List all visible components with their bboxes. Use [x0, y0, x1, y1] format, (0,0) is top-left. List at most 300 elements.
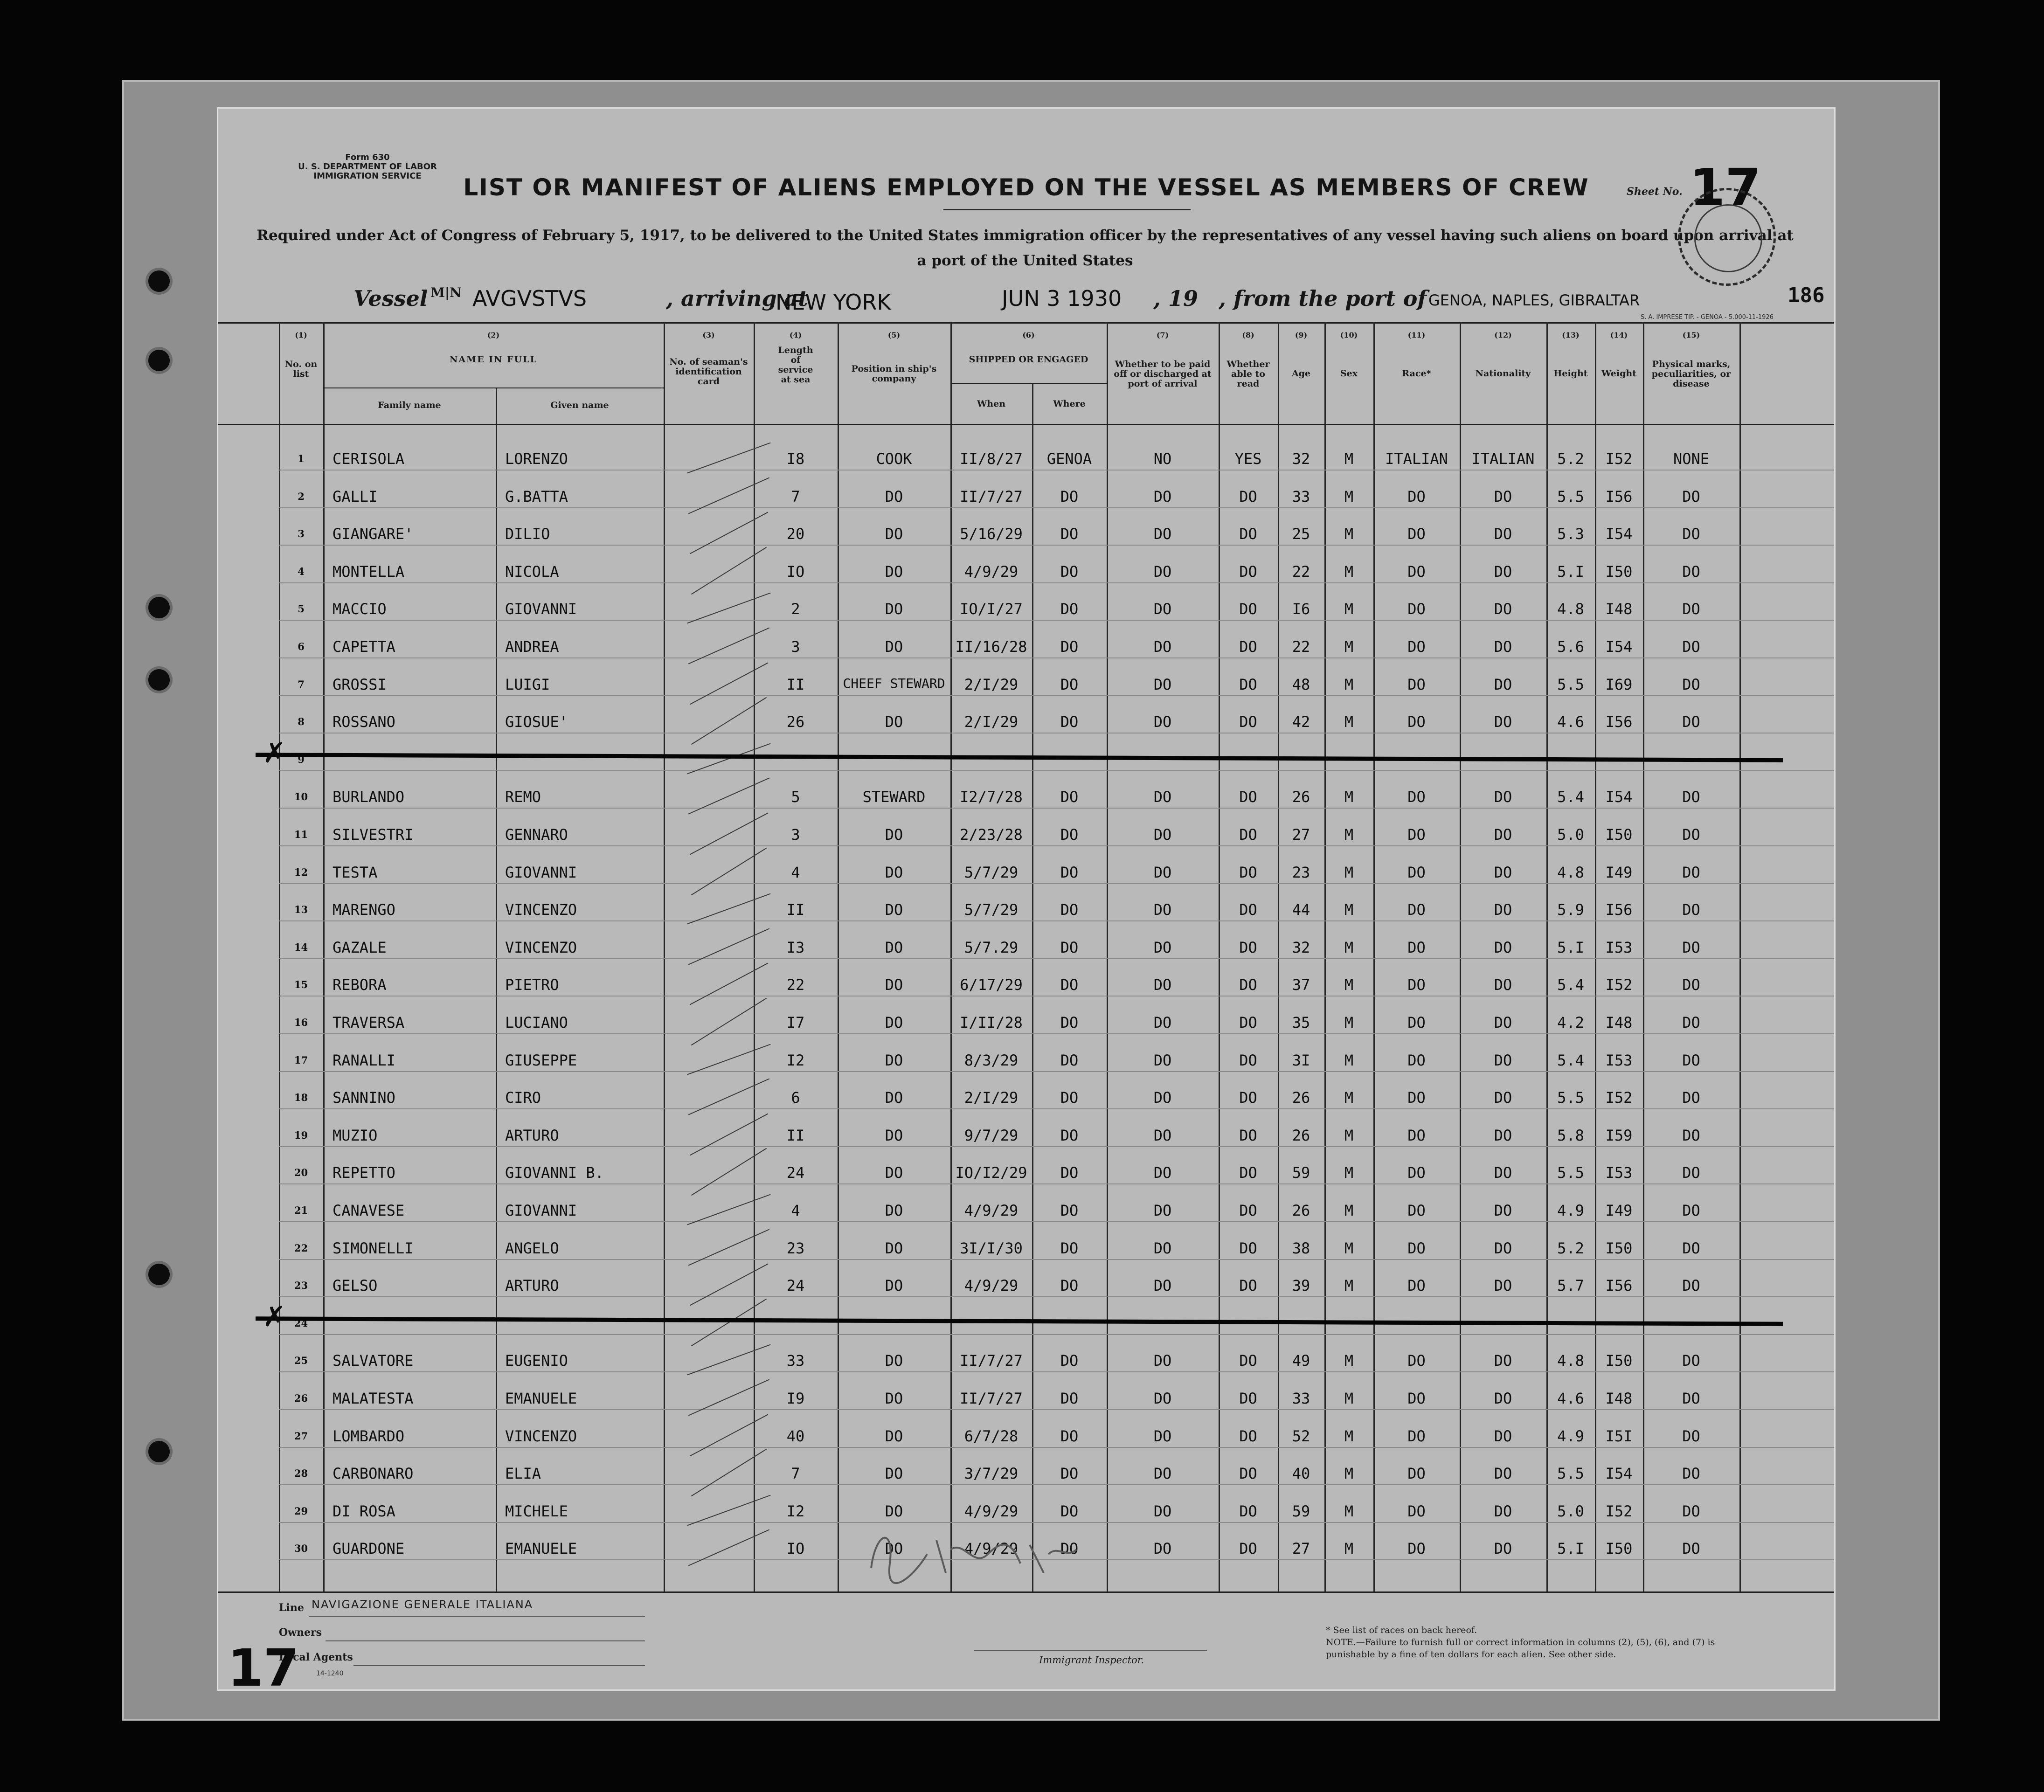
col-header-able-read: Whether able to read — [1226, 359, 1270, 389]
cell-marks: DO — [1682, 788, 1700, 806]
page-subtitle: Required under Act of Congress of February 5, 1917, to be delivered to the United States immigration officer by the representatives of any vessel having such aliens on board upon arrival at a port of the United States — [256, 227, 1794, 269]
cell-height: 5.4 — [1557, 976, 1584, 994]
cell-read: DO — [1239, 826, 1257, 844]
cell-when: 2/I/29 — [964, 713, 1019, 731]
cell-age: 32 — [1292, 938, 1310, 956]
cell-weight: I50 — [1605, 1540, 1633, 1558]
cell-no: 25 — [294, 1355, 308, 1367]
cell-no: 3 — [298, 528, 305, 540]
col-header-no: No. on list — [284, 359, 318, 379]
sheet-number-label: Sheet No. — [1627, 186, 1683, 198]
cell-length: 24 — [786, 1164, 805, 1182]
cell-marks: DO — [1682, 1277, 1700, 1295]
cell-given: PIETRO — [505, 976, 559, 994]
cell-when: 4/9/29 — [964, 1540, 1019, 1558]
footnote-penalty: NOTE.—Failure to furnish full or correct information in columns (2), (5), (6), and (7) is punishable by a fine of ten dollars for each alien. See other side. — [1326, 1637, 1715, 1660]
cell-read: DO — [1239, 1239, 1257, 1257]
table-row — [218, 1040, 1834, 1077]
cell-age: 3I — [1292, 1051, 1310, 1069]
from-port-label: , from the port of — [1219, 286, 1427, 311]
cell-sex: M — [1344, 487, 1354, 505]
cell-given: GIOVANNI — [505, 600, 577, 618]
cell-sex: M — [1344, 1390, 1354, 1407]
cell-given: ARTURO — [505, 1126, 559, 1144]
cell-read: DO — [1239, 525, 1257, 543]
cell-length: 26 — [786, 713, 805, 731]
cell-paid: DO — [1153, 525, 1172, 543]
cell-age: 33 — [1292, 487, 1310, 505]
cell-family: MARENGO — [333, 901, 395, 919]
cell-position: DO — [885, 1540, 903, 1558]
cell-family: SALVATORE — [333, 1352, 414, 1370]
handwritten-sheet-number: 17 — [228, 1638, 299, 1698]
col-header-weight: Weight — [1601, 368, 1636, 379]
form-code: 14-1240 — [316, 1670, 344, 1677]
cell-no: 18 — [294, 1092, 308, 1104]
cell-read: DO — [1239, 863, 1257, 881]
binder-hole-icon — [148, 270, 170, 292]
col-num-14: (14) — [1610, 331, 1628, 339]
cell-weight: I53 — [1605, 1051, 1633, 1069]
cell-position: DO — [885, 826, 903, 844]
cell-read: DO — [1239, 1540, 1257, 1558]
cell-given: CIRO — [505, 1089, 541, 1107]
cell-read: DO — [1239, 600, 1257, 618]
cell-where: DO — [1060, 1465, 1079, 1483]
cell-weight: I49 — [1605, 1202, 1633, 1219]
cell-position: DO — [885, 638, 903, 656]
cell-read: DO — [1239, 1390, 1257, 1407]
cell-sex: M — [1344, 863, 1354, 881]
cell-family: GAZALE — [333, 938, 387, 956]
vessel-info-line — [353, 277, 1753, 314]
cell-age: I6 — [1292, 600, 1310, 618]
cell-family: GROSSI — [333, 675, 387, 693]
cell-nationality: DO — [1494, 826, 1512, 844]
vessel-type: M|N — [430, 285, 462, 300]
cell-read: DO — [1239, 562, 1257, 581]
cell-nationality: DO — [1494, 713, 1512, 731]
cell-sex: M — [1344, 1126, 1354, 1144]
cell-weight: I50 — [1605, 1352, 1633, 1370]
cell-height: 5.5 — [1557, 1465, 1584, 1483]
cell-height: 4.2 — [1557, 1014, 1584, 1031]
col-num-2: (2) — [487, 331, 500, 339]
cell-where: DO — [1060, 1014, 1079, 1031]
cell-paid: DO — [1153, 1465, 1172, 1483]
cell-nationality: DO — [1494, 638, 1512, 656]
cell-height: 5.9 — [1557, 901, 1584, 919]
cell-weight: I48 — [1605, 600, 1633, 618]
cell-race: DO — [1407, 638, 1426, 656]
table-row — [218, 1190, 1834, 1227]
cell-paid: DO — [1153, 788, 1172, 806]
page-title: LIST OR MANIFEST OF ALIENS EMPLOYED ON THE VESSEL AS MEMBERS OF CREW — [463, 174, 1589, 201]
cell-length: 23 — [786, 1239, 805, 1257]
table-row — [218, 852, 1834, 889]
col-num-1: (1) — [295, 331, 307, 339]
cell-when: 6/17/29 — [960, 976, 1023, 994]
cell-nationality: DO — [1494, 1014, 1512, 1031]
col-num-11: (11) — [1407, 331, 1426, 339]
cell-sex: M — [1344, 600, 1354, 618]
table-row — [218, 1341, 1834, 1377]
col-num-9: (9) — [1295, 331, 1308, 339]
cell-weight: I52 — [1605, 450, 1633, 468]
col-num-15: (15) — [1682, 331, 1700, 339]
binder-hole-icon — [148, 669, 170, 691]
cell-race: DO — [1407, 1277, 1426, 1295]
cell-when: 5/7/29 — [964, 901, 1019, 919]
col-header-when: When — [977, 399, 1006, 409]
cell-no: 9 — [298, 753, 305, 765]
cell-when: II/7/27 — [960, 1390, 1023, 1407]
cell-age: 26 — [1292, 1089, 1310, 1107]
cell-where: DO — [1060, 1502, 1079, 1520]
cell-given: ANDREA — [505, 638, 559, 656]
cell-height: 4.8 — [1557, 600, 1584, 618]
col-header-where: Where — [1053, 399, 1086, 409]
cell-nationality: DO — [1494, 1202, 1512, 1219]
cell-where: DO — [1060, 600, 1079, 618]
cell-length: 22 — [786, 976, 805, 994]
col-num-3: (3) — [702, 331, 715, 339]
cell-paid: DO — [1153, 1014, 1172, 1031]
cell-when: 9/7/29 — [964, 1126, 1019, 1144]
cell-weight: I5I — [1605, 1427, 1633, 1445]
col-header-shipped: SHIPPED OR ENGAGED — [969, 354, 1088, 365]
table-row — [218, 1003, 1834, 1039]
cell-marks: DO — [1682, 1239, 1700, 1257]
cell-given: EMANUELE — [505, 1540, 577, 1558]
table-row — [218, 1453, 1834, 1490]
cell-sex: M — [1344, 1540, 1354, 1558]
cell-weight: I54 — [1605, 638, 1633, 656]
cell-position: DO — [885, 976, 903, 994]
cell-nationality: DO — [1494, 863, 1512, 881]
cell-when: IO/I/27 — [960, 600, 1023, 618]
cell-family: TESTA — [333, 863, 378, 881]
cell-marks: NONE — [1673, 450, 1710, 468]
cell-race: DO — [1407, 788, 1426, 806]
cell-given: ELIA — [505, 1465, 541, 1483]
cell-position: DO — [885, 1277, 903, 1295]
cell-sex: M — [1344, 1051, 1354, 1069]
cell-weight: I56 — [1605, 901, 1633, 919]
cell-marks: DO — [1682, 1014, 1700, 1031]
cell-where: DO — [1060, 1277, 1079, 1295]
cell-no: 23 — [294, 1280, 308, 1292]
cell-where: DO — [1060, 826, 1079, 844]
cell-where: DO — [1060, 1540, 1079, 1558]
cell-read: DO — [1239, 788, 1257, 806]
cell-nationality: DO — [1494, 600, 1512, 618]
cell-height: 5.I — [1557, 1540, 1584, 1558]
table-row — [218, 1378, 1834, 1415]
inspector-label: Immigrant Inspector. — [1039, 1654, 1144, 1666]
cell-age: 52 — [1292, 1427, 1310, 1445]
cell-position: DO — [885, 1427, 903, 1445]
owners-label: Owners — [279, 1626, 322, 1639]
cell-position: DO — [885, 1051, 903, 1069]
cell-race: DO — [1407, 600, 1426, 618]
cell-length: 4 — [791, 863, 800, 881]
cell-read: DO — [1239, 1277, 1257, 1295]
cell-marks: DO — [1682, 1051, 1700, 1069]
cell-when: 2/23/28 — [960, 826, 1023, 844]
department-name: U. S. DEPARTMENT OF LABOR — [298, 162, 437, 172]
col-header-name: NAME IN FULL — [450, 354, 537, 365]
cell-sex: M — [1344, 1502, 1354, 1520]
cell-age: 59 — [1292, 1164, 1310, 1182]
cell-marks: DO — [1682, 1126, 1700, 1144]
arrival-date: JUN 3 1930 — [1002, 286, 1122, 311]
col-num-13: (13) — [1562, 331, 1580, 339]
cell-race: DO — [1407, 1126, 1426, 1144]
cell-given: LORENZO — [505, 450, 568, 468]
cell-family: GALLI — [333, 487, 378, 505]
cell-nationality: DO — [1494, 1465, 1512, 1483]
cell-sex: M — [1344, 1427, 1354, 1445]
cell-weight: I48 — [1605, 1014, 1633, 1031]
table-row — [218, 589, 1834, 625]
cell-height: 4.8 — [1557, 863, 1584, 881]
cell-age: 42 — [1292, 713, 1310, 731]
departure-ports: GENOA, NAPLES, GIBRALTAR — [1428, 291, 1640, 309]
cell-sex: M — [1344, 1089, 1354, 1107]
cell-given: VINCENZO — [505, 901, 577, 919]
cell-sex: M — [1344, 525, 1354, 543]
table-row — [218, 1115, 1834, 1152]
line-label: Line — [279, 1602, 304, 1614]
cell-given: VINCENZO — [505, 938, 577, 956]
cell-family: DI ROSA — [333, 1502, 395, 1520]
cell-family: GIANGARE' — [333, 525, 414, 543]
vessel-name: AVGVSTVS — [472, 286, 587, 311]
cell-weight: I54 — [1605, 788, 1633, 806]
cell-paid: DO — [1153, 600, 1172, 618]
cell-when: II/16/28 — [955, 638, 1027, 656]
cell-no: 4 — [298, 565, 305, 577]
cell-where: DO — [1060, 562, 1079, 581]
cell-nationality: DO — [1494, 788, 1512, 806]
cell-read: DO — [1239, 713, 1257, 731]
cell-sex: M — [1344, 1465, 1354, 1483]
cell-paid: DO — [1153, 487, 1172, 505]
cell-where: DO — [1060, 976, 1079, 994]
cell-nationality: DO — [1494, 525, 1512, 543]
cell-length: 2 — [791, 600, 800, 618]
cell-marks: DO — [1682, 1164, 1700, 1182]
table-row — [218, 1300, 1834, 1340]
manifest-sheet — [217, 107, 1836, 1698]
cell-marks: DO — [1682, 525, 1700, 543]
cell-given: VINCENZO — [505, 1427, 577, 1445]
cell-nationality: DO — [1494, 1051, 1512, 1069]
footnote-race: * See list of races on back hereof. — [1326, 1625, 1477, 1635]
cell-marks: DO — [1682, 562, 1700, 581]
cell-when: I/II/28 — [960, 1014, 1023, 1031]
cell-height: 5.0 — [1557, 826, 1584, 844]
cell-nationality: DO — [1494, 1540, 1512, 1558]
cell-length: IO — [786, 562, 805, 581]
cell-when: II/7/27 — [960, 487, 1023, 505]
cell-paid: DO — [1153, 863, 1172, 881]
cell-given: G.BATTA — [505, 487, 568, 505]
inspector-signature-icon — [857, 1512, 1081, 1587]
cell-weight: I52 — [1605, 976, 1633, 994]
cell-nationality: DO — [1494, 976, 1512, 994]
cell-race: DO — [1407, 1540, 1426, 1558]
table-row — [218, 439, 1834, 475]
cell-read: YES — [1234, 450, 1262, 468]
cell-height: 5.4 — [1557, 788, 1584, 806]
cell-given: DILIO — [505, 525, 550, 543]
cell-race: DO — [1407, 1352, 1426, 1370]
cell-weight: I50 — [1605, 1239, 1633, 1257]
cell-age: 40 — [1292, 1465, 1310, 1483]
cell-weight: I52 — [1605, 1502, 1633, 1520]
cell-read: DO — [1239, 1427, 1257, 1445]
cell-marks: DO — [1682, 976, 1700, 994]
cell-no: 15 — [294, 979, 308, 991]
cell-paid: DO — [1153, 826, 1172, 844]
cell-race: DO — [1407, 1427, 1426, 1445]
cell-height: 5.5 — [1557, 1164, 1584, 1182]
cell-position: DO — [885, 1164, 903, 1182]
col-num-12: (12) — [1494, 331, 1512, 339]
cell-length: 3 — [791, 826, 800, 844]
cell-weight: I56 — [1605, 487, 1633, 505]
cell-when: 4/9/29 — [964, 562, 1019, 581]
vessel-label: Vessel — [353, 286, 428, 311]
cell-where: DO — [1060, 1352, 1079, 1370]
binder-hole-icon — [148, 1264, 170, 1285]
cell-nationality: DO — [1494, 1126, 1512, 1144]
cell-where: DO — [1060, 1202, 1079, 1219]
cell-when: IO/I2/29 — [955, 1164, 1027, 1182]
cell-given: NICOLA — [505, 562, 559, 581]
table-row — [218, 777, 1834, 813]
cell-no: 8 — [298, 716, 305, 728]
cell-where: DO — [1060, 1164, 1079, 1182]
cell-family: SANNINO — [333, 1089, 395, 1107]
cell-given: GIOSUE' — [505, 713, 568, 731]
cell-height: 5.I — [1557, 938, 1584, 956]
line-value: NAVIGAZIONE GENERALE ITALIANA — [312, 1598, 534, 1611]
col-header-given: Given name — [550, 400, 609, 410]
cell-no: 5 — [298, 603, 305, 615]
cell-no: 1 — [298, 453, 305, 464]
cell-height: 5.I — [1557, 562, 1584, 581]
table-row — [218, 627, 1834, 663]
table-header-rule — [218, 424, 1834, 425]
cell-marks: DO — [1682, 1540, 1700, 1558]
table-row — [218, 1228, 1834, 1265]
cell-no: 26 — [294, 1392, 308, 1404]
cell-age: 23 — [1292, 863, 1310, 881]
cell-where: GENOA — [1046, 450, 1092, 468]
cell-when: II/7/27 — [960, 1352, 1023, 1370]
cell-sex: M — [1344, 901, 1354, 919]
cell-family: BURLANDO — [333, 788, 405, 806]
cell-race: DO — [1407, 1202, 1426, 1219]
cell-where: DO — [1060, 675, 1079, 693]
cell-age: 37 — [1292, 976, 1310, 994]
cell-family: SILVESTRI — [333, 826, 414, 844]
cell-read: DO — [1239, 901, 1257, 919]
cell-height: 4.9 — [1557, 1427, 1584, 1445]
cell-given: GIOVANNI — [505, 863, 577, 881]
cell-when: 6/7/28 — [964, 1427, 1019, 1445]
cell-nationality: DO — [1494, 1390, 1512, 1407]
cell-sex: M — [1344, 976, 1354, 994]
col-num-8: (8) — [1242, 331, 1254, 339]
cell-read: DO — [1239, 1352, 1257, 1370]
cell-height: 5.4 — [1557, 1051, 1584, 1069]
cell-paid: DO — [1153, 562, 1172, 581]
cell-when: I2/7/28 — [960, 788, 1023, 806]
cell-race: DO — [1407, 713, 1426, 731]
cell-read: DO — [1239, 675, 1257, 693]
cell-family: REPETTO — [333, 1164, 395, 1182]
col-num-4: (4) — [789, 331, 802, 339]
cell-age: 38 — [1292, 1239, 1310, 1257]
cell-paid: DO — [1153, 1427, 1172, 1445]
cell-position: DO — [885, 1239, 903, 1257]
cell-nationality: DO — [1494, 1502, 1512, 1520]
cell-race: DO — [1407, 1390, 1426, 1407]
cell-read: DO — [1239, 1164, 1257, 1182]
cell-where: DO — [1060, 638, 1079, 656]
col-header-position: Position in ship's company — [851, 364, 937, 384]
arrival-port: NEW YORK — [776, 290, 891, 315]
footnote — [1326, 1624, 1746, 1661]
cell-position: DO — [885, 1390, 903, 1407]
cell-position: DO — [885, 562, 903, 581]
cell-weight: I69 — [1605, 675, 1633, 693]
cell-no: 22 — [294, 1242, 308, 1254]
cell-given: GENNARO — [505, 826, 568, 844]
cell-family: GUARDONE — [333, 1540, 405, 1558]
cross-out-icon: ✗ — [263, 736, 286, 769]
cell-nationality: DO — [1494, 1239, 1512, 1257]
cell-when: 4/9/29 — [964, 1502, 1019, 1520]
col-header-height: Height — [1553, 368, 1588, 379]
cell-sex: M — [1344, 713, 1354, 731]
cell-given: EUGENIO — [505, 1352, 568, 1370]
cell-weight: I54 — [1605, 525, 1633, 543]
cell-no: 13 — [294, 904, 308, 916]
cell-race: DO — [1407, 562, 1426, 581]
cell-paid: DO — [1153, 638, 1172, 656]
cell-length: 33 — [786, 1352, 805, 1370]
cell-family: CERISOLA — [333, 450, 405, 468]
cell-paid: NO — [1153, 450, 1172, 468]
cell-nationality: DO — [1494, 487, 1512, 505]
cell-paid: DO — [1153, 1352, 1172, 1370]
cell-age: 22 — [1292, 562, 1310, 581]
cell-marks: DO — [1682, 1390, 1700, 1407]
official-stamp-icon — [1678, 188, 1776, 286]
cell-when: 8/3/29 — [964, 1051, 1019, 1069]
cell-height: 5.3 — [1557, 525, 1584, 543]
col-header-physical: Physical marks, peculiarities, or disease — [1651, 359, 1731, 389]
cell-sex: M — [1344, 1164, 1354, 1182]
cell-no: 2 — [298, 490, 305, 502]
cell-race: DO — [1407, 1465, 1426, 1483]
cell-when: 4/9/29 — [964, 1202, 1019, 1219]
